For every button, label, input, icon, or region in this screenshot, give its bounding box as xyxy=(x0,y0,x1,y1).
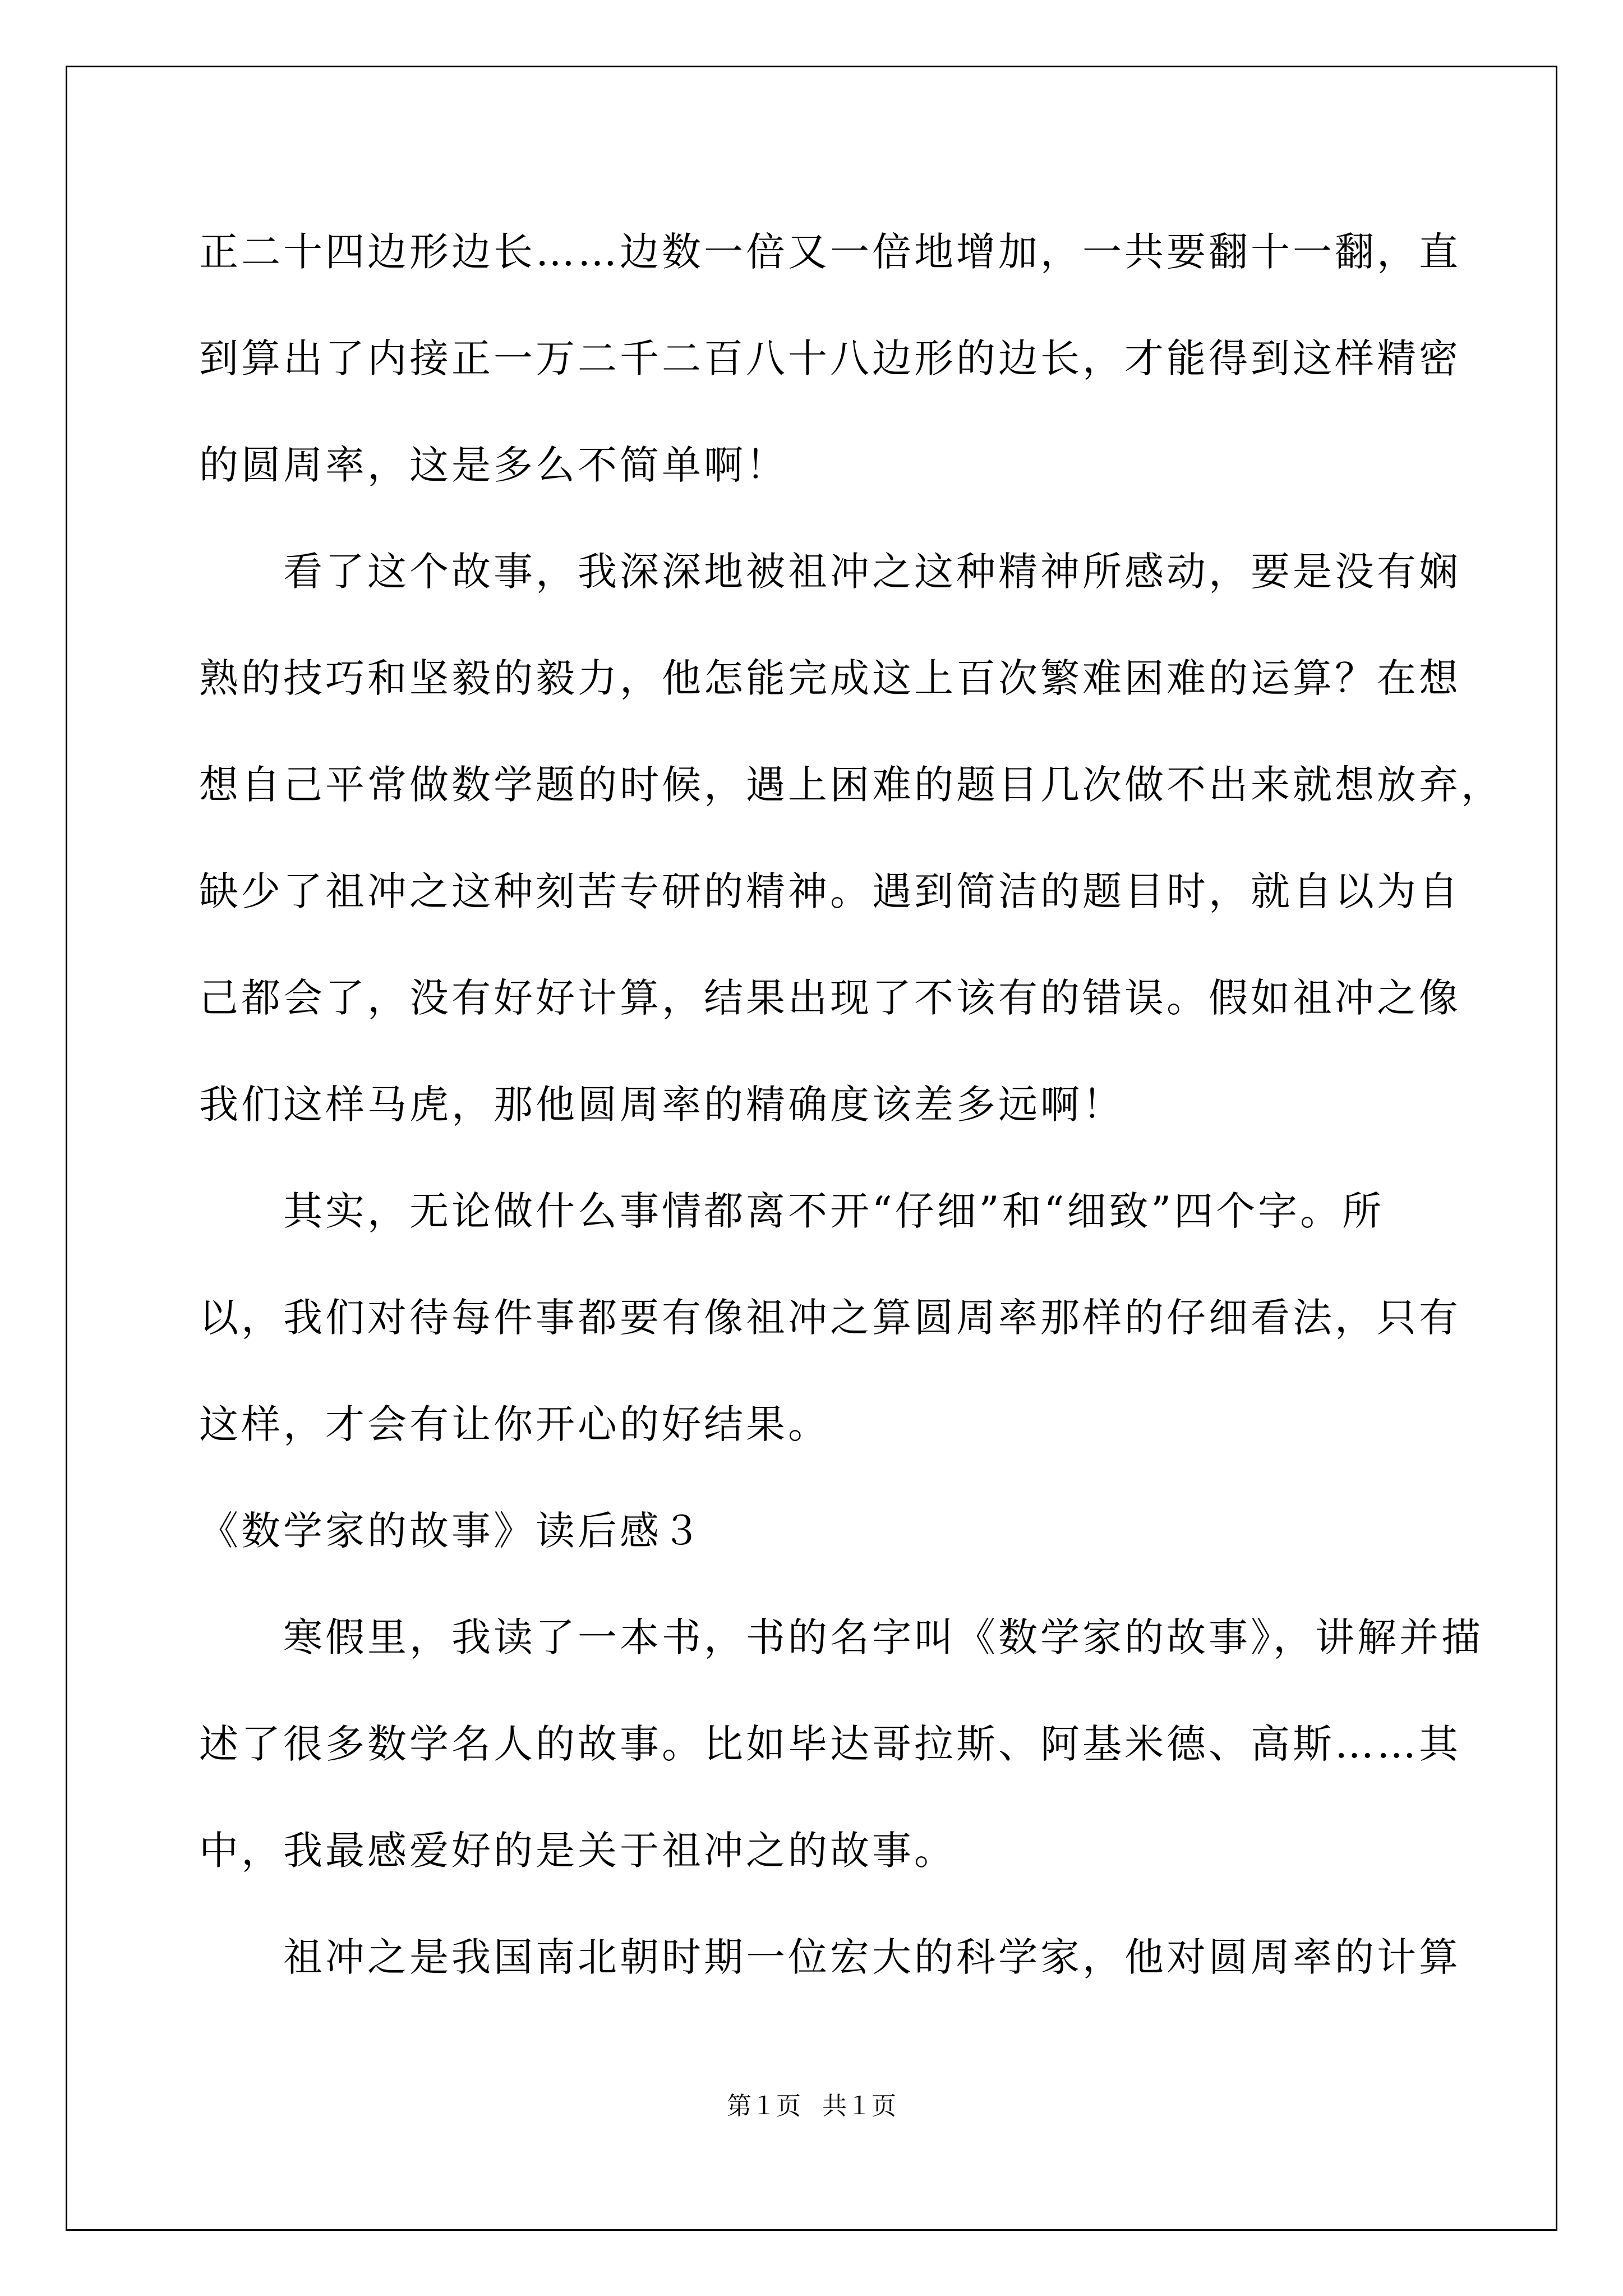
page-number: 第１页 xyxy=(727,2092,801,2120)
text-line: 中，我最感爱好的是关于祖冲之的故事。 xyxy=(199,1828,956,1874)
text-line: 寒假里，我读了一本书，书的名字叫《数学家的故事》，讲解并描 xyxy=(199,1614,1483,1660)
text-line: 缺少了祖冲之这种刻苦专研的精神。遇到简洁的题目时，就自以为自 xyxy=(199,868,1461,914)
text-line: 的圆周率，这是多么不简单啊！ xyxy=(199,442,788,488)
text-line: 熟的技巧和坚毅的毅力，他怎能完成这上百次繁难困难的运算？在想 xyxy=(199,655,1461,701)
text-line: 想自己平常做数学题的时候，遇上困难的题目几次做不出来就想放弃， xyxy=(199,762,1503,808)
text-line: 看了这个故事，我深深地被祖冲之这种精神所感动，要是没有娴 xyxy=(199,549,1461,595)
text-line: 到算出了内接正一万二千二百八十八边形的边长，才能得到这样精密 xyxy=(199,335,1461,381)
text-line: 其实，无论做什么事情都离不开“仔细”和“细致”四个字。所 xyxy=(199,1188,1385,1234)
page-total: 共１页 xyxy=(822,2092,896,2120)
page-footer xyxy=(0,2090,1623,2123)
text-line: 正二十四边形边长……边数一倍又一倍地增加，一共要翻十一翻，直 xyxy=(199,229,1461,275)
text-line: 己都会了，没有好好计算，结果出现了不该有的错误。假如祖冲之像 xyxy=(199,975,1461,1021)
section-heading: 《数学家的故事》读后感３ xyxy=(199,1508,704,1554)
text-line: 这样，才会有让你开心的好结果。 xyxy=(199,1401,830,1447)
document-body xyxy=(199,220,1503,2032)
text-line: 祖冲之是我国南北朝时期一位宏大的科学家，他对圆周率的计算 xyxy=(199,1934,1461,1980)
text-line: 述了很多数学名人的故事。比如毕达哥拉斯、阿基米德、高斯……其 xyxy=(199,1721,1461,1767)
text-line: 以，我们对待每件事都要有像祖冲之算圆周率那样的仔细看法，只有 xyxy=(199,1295,1461,1341)
text-line: 我们这样马虎，那他圆周率的精确度该差多远啊！ xyxy=(199,1082,1124,1128)
